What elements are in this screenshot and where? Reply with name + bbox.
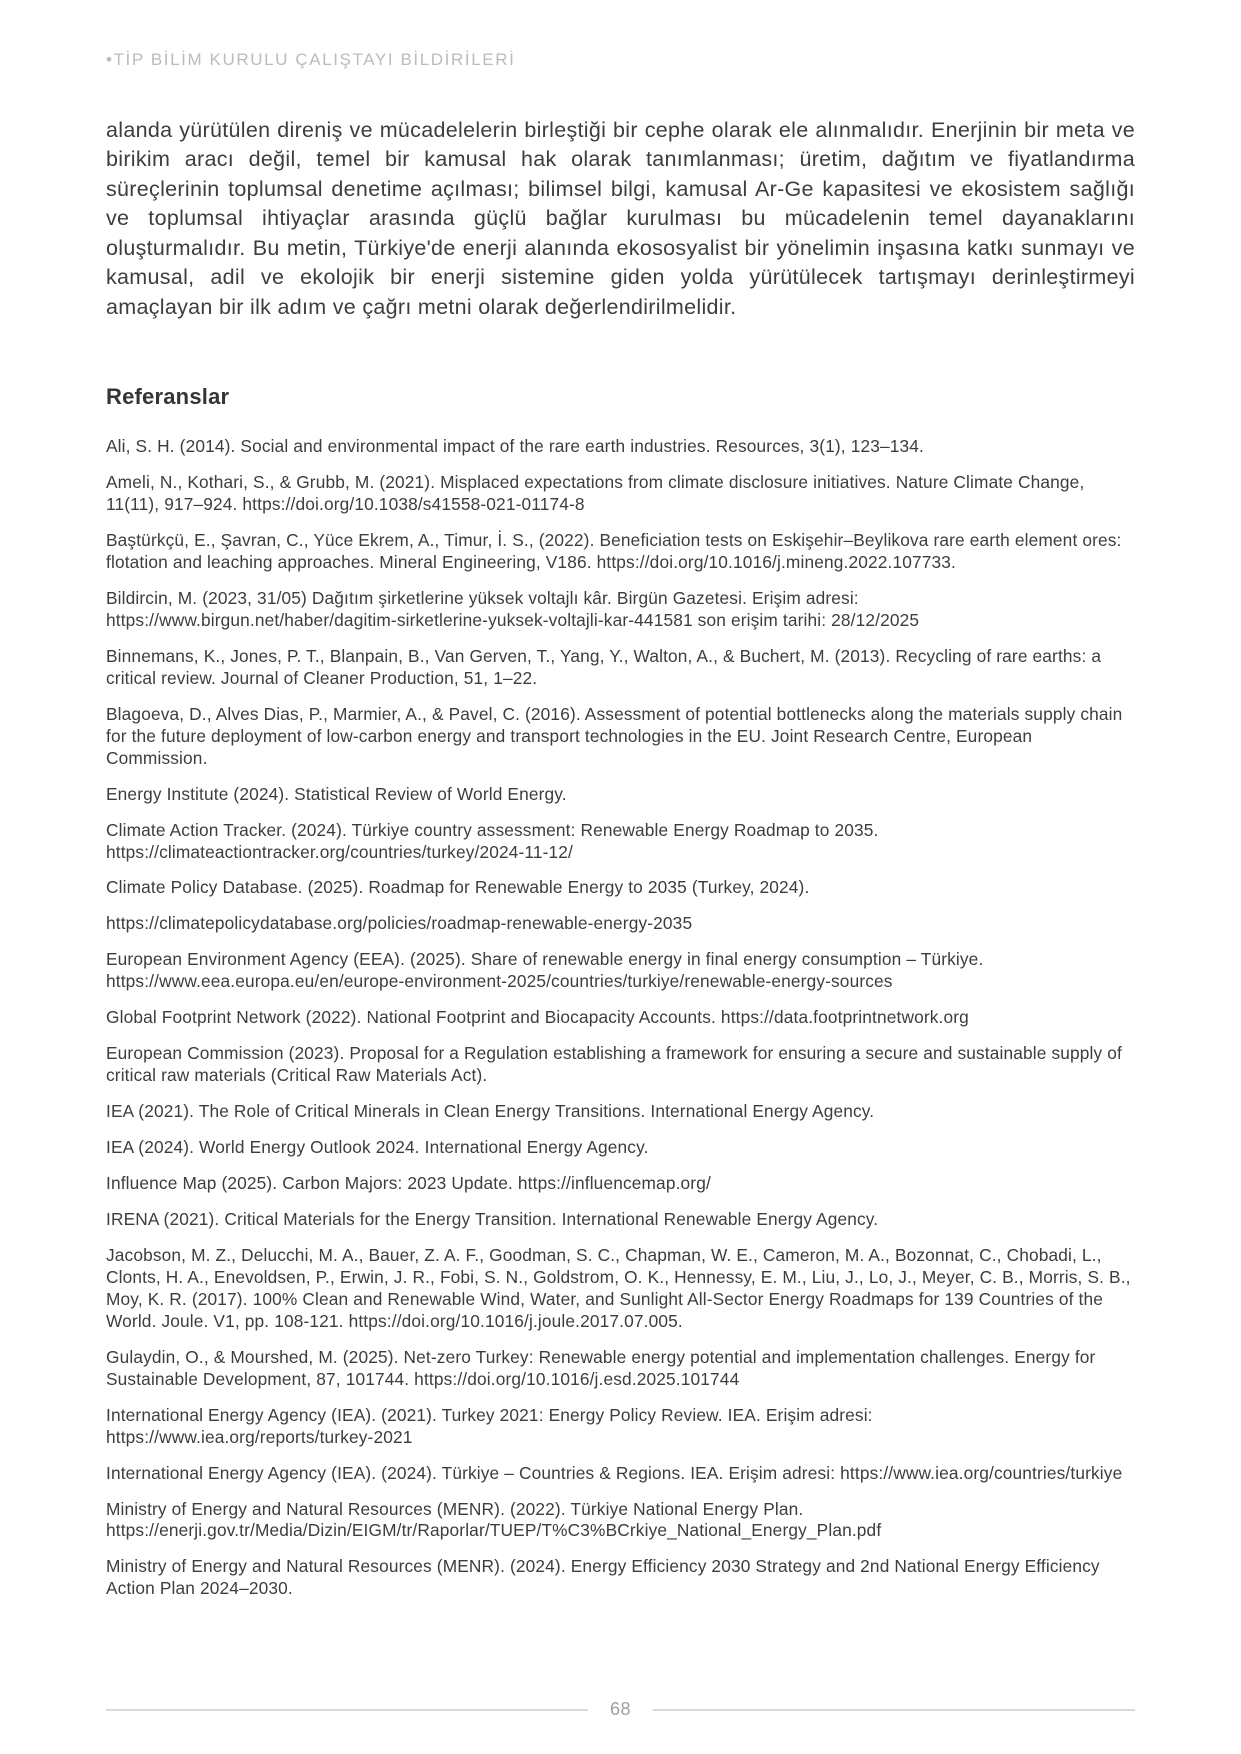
reference-item: Ministry of Energy and Natural Resources (MENR). (2024). Energy Efficiency 2030 Strategy and 2nd National Energy Efficiency Action Plan 2024–2030. <box>106 1556 1100 1599</box>
reference-item: Bildircin, M. (2023, 31/05) Dağıtım şirketlerine yüksek voltajlı kâr. Birgün Gazetesi. Erişim adresi: https://www.birgun.net/haber/dagitim-sirketlerine-yuksek-voltajli-kar-441581 son erişim tarihi: 28/12/2025 <box>106 587 920 630</box>
reference-item: Ali, S. H. (2014). Social and environmental impact of the rare earth industries. Resources, 3(1), 123–134. <box>106 436 924 457</box>
reference-item: Ameli, N., Kothari, S., & Grubb, M. (2021). Misplaced expectations from climate disclosure initiatives. Nature Climate Change, 11(11), 917–924. https://doi.org/10.1038/s41558-021-01174-8 <box>106 472 1085 515</box>
reference-item: Jacobson, M. Z., Delucchi, M. A., Bauer, Z. A. F., Goodman, S. C., Chapman, W. E., Cameron, M. A., Bozonnat, C., Chobadi, L., Clonts, H. A., Enevoldsen, P., Erwin, J. R., Fobi, S. N., Goldstrom, O. K., Hennessy, E. M., Liu, J., Lo, J., Meyer, C. B., Morris, S. B., Moy, K. R. (2017). 100% Clean and Renewable Wind, Water, and Sunlight All-Sector Energy Roadmaps for 139 Countries of the World. Joule. V1, pp. 108-121. https://doi.org/10.1016/j.joule.2017.07.005. <box>106 1244 1131 1331</box>
reference-item: Global Footprint Network (2022). National Footprint and Biocapacity Accounts. https://data.footprintnetwork.org <box>106 1007 969 1028</box>
reference-item: Baştürkçü, E., Şavran, C., Yüce Ekrem, A., Timur, İ. S., (2022). Beneficiation tests on Eskişehir–Beylikova rare earth element ores: flotation and leaching approaches. Mineral Engineering, V186. https://doi.org/10.1016/j.mineng.2022.107733. <box>106 530 1122 572</box>
running-header: •TİP BİLİM KURULU ÇALIŞTAYI BİLDİRİLERİ <box>106 50 516 69</box>
reference-item: IEA (2021). The Role of Critical Minerals in Clean Energy Transitions. International Energy Agency. <box>106 1101 875 1122</box>
reference-item: Climate Policy Database. (2025). Roadmap for Renewable Energy to 2035 (Turkey, 2024). <box>106 877 810 898</box>
footer-rule-right <box>653 1709 1135 1711</box>
reference-item: https://climatepolicydatabase.org/policies/roadmap-renewable-energy-2035 <box>106 913 693 934</box>
reference-item: International Energy Agency (IEA). (2021). Turkey 2021: Energy Policy Review. IEA. Erişim adresi: https://www.iea.org/reports/turkey-2021 <box>106 1404 873 1447</box>
references-list <box>106 436 1135 1600</box>
reference-item: Energy Institute (2024). Statistical Review of World Energy. <box>106 783 567 804</box>
reference-item: Binnemans, K., Jones, P. T., Blanpain, B., Van Gerven, T., Yang, Y., Walton, A., & Buchert, M. (2013). Recycling of rare earths: a critical review. Journal of Cleaner Production, 51, 1–22. <box>106 645 1102 688</box>
reference-item: Climate Action Tracker. (2024). Türkiye country assessment: Renewable Energy Roadmap to 2035. https://climateactiontracker.org/countries/turkey/2024-11-12/ <box>106 819 879 862</box>
page-number: 68 <box>609 1699 632 1719</box>
reference-item: Ministry of Energy and Natural Resources (MENR). (2022). Türkiye National Energy Plan. https://enerji.gov.tr/Media/Dizin/EIGM/tr/Raporlar/TUEP/T%C3%BCrkiye_National_Energy_Plan.pdf <box>106 1498 882 1541</box>
reference-item: European Commission (2023). Proposal for a Regulation establishing a framework for ensuring a secure and sustainable supply of critical raw materials (Critical Raw Materials Act). <box>106 1043 1122 1086</box>
reference-item: Gulaydin, O., & Mourshed, M. (2025). Net-zero Turkey: Renewable energy potential and implementation challenges. Energy for Sustainable Development, 87, 101744. https://doi.org/10.1016/j.esd.2025.101744 <box>106 1346 1096 1389</box>
reference-item: International Energy Agency (IEA). (2024). Türkiye – Countries & Regions. IEA. Erişim adresi: https://www.iea.org/countries/turkiye <box>106 1462 1123 1483</box>
reference-item: Influence Map (2025). Carbon Majors: 2023 Update. https://influencemap.org/ <box>106 1173 711 1194</box>
reference-item: Blagoeva, D., Alves Dias, P., Marmier, A., & Pavel, C. (2016). Assessment of potential bottlenecks along the materials supply chain for the future deployment of low-carbon energy and transport technologies in the EU. Joint Research Centre, European Commission. <box>106 703 1123 768</box>
footer-rule-left <box>106 1709 588 1711</box>
page-footer <box>106 1699 1135 1720</box>
reference-item: IRENA (2021). Critical Materials for the Energy Transition. International Renewable Energy Agency. <box>106 1209 879 1229</box>
reference-item: European Environment Agency (EEA). (2025). Share of renewable energy in final energy consumption – Türkiye. https://www.eea.europa.eu/en/europe-environment-2025/countries/turkiye/renewable-energy-sources <box>106 949 984 992</box>
reference-item: IEA (2024). World Energy Outlook 2024. International Energy Agency. <box>106 1137 649 1158</box>
references-heading: Referanslar <box>106 384 230 410</box>
body-paragraph: alanda yürütülen direniş ve mücadelelerin birleştiği bir cephe olarak ele alınmalıdır. Enerjinin bir meta ve birikim aracı değil, temel bir kamusal hak olarak tanımlanması; üretim, dağıtım ve fiyatlandırma süreçlerinin toplumsal denetime açılması; bilimsel bilgi, kamusal Ar-Ge kapasitesi ve ekosistem sağlığı ve toplumsal ihtiyaçlar arasında güçlü bağlar kurulması bu mücadelenin temel dayanaklarını oluşturmalıdır. Bu metin, Türkiye'de enerji alanında ekososyalist bir yönelimin inşasına katkı sunmayı ve kamusal, adil ve ekolojik bir enerji sistemine giden yolda yürütülecek tartışmayı derinleştirmeyi amaçlayan bir ilk adım ve çağrı metni olarak değerlendirilmelidir. <box>106 118 1135 319</box>
